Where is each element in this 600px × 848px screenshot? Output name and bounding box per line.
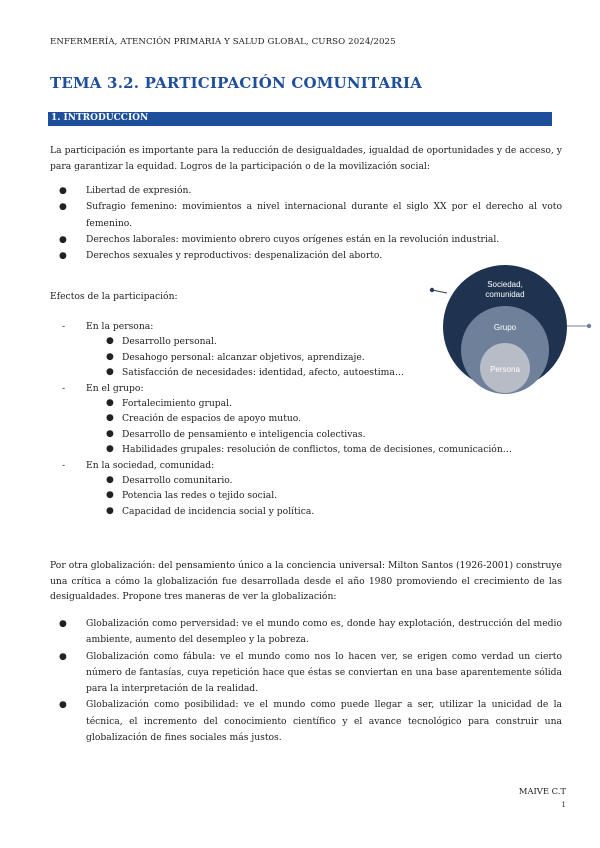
diagram-marker-left bbox=[430, 288, 434, 292]
list-item: ● Sufragio femenino: movimientos a nivel internacional durante el siglo XX por el derecho al voto femenino. bbox=[59, 201, 562, 229]
bullet-icon: ● bbox=[106, 428, 114, 439]
list-item: ● Derechos laborales: movimiento obrero cuyos orígenes están en la revolución industrial. bbox=[50, 232, 562, 248]
bullet-icon: ● bbox=[106, 490, 114, 501]
list-item: ● Desarrollo comunitario. bbox=[62, 473, 562, 488]
bullet-icon: ● bbox=[59, 619, 67, 629]
page-number: 1 bbox=[561, 801, 566, 809]
list-item: ● Desarrollo de pensamiento e inteligencia colectivas. bbox=[62, 427, 562, 442]
diagram-label-outer: Sociedad, bbox=[487, 280, 523, 289]
section-heading: 1. INTRODUCCIÓN bbox=[51, 113, 149, 123]
globalization-list bbox=[50, 616, 562, 746]
effects-group-label: En la sociedad, comunidad: bbox=[86, 459, 215, 471]
bullet-icon: ● bbox=[59, 234, 67, 245]
effects-group-label: En el grupo: bbox=[86, 382, 144, 394]
bullet-icon: ● bbox=[106, 367, 114, 378]
list-item: ● Habilidades grupales: resolución de conflictos, toma de decisiones, comunicación… bbox=[62, 442, 562, 457]
globalization-paragraph: Por otra globalización: del pensamiento único a la conciencia universal: Milton Santos (1926-2001) construye una crítica a cómo la globalización fue desarrollada desde el año 1980 promoviendo el crecimiento de las desigualdades. Propone tres maneras de ver la globalización: bbox=[50, 560, 562, 602]
bullet-icon: ● bbox=[106, 351, 114, 362]
bullet-icon: ● bbox=[59, 251, 67, 262]
dash-icon: - bbox=[62, 321, 66, 332]
effects-group-label: En la persona: bbox=[86, 321, 154, 332]
list-item: ● Satisfacción de necesidades: identidad, afecto, autoestima… bbox=[62, 365, 562, 380]
list-item: ● Derechos sexuales y reproductivos: despenalización del aborto. bbox=[50, 248, 562, 264]
effects-group bbox=[62, 458, 562, 473]
list-item: ● Capacidad de incidencia social y política. bbox=[62, 504, 562, 519]
participation-levels-diagram bbox=[425, 271, 600, 389]
list-item: ● Globalización como posibilidad: ve el mundo como puede llegar a ser, utilizar la unicidad de la técnica, el incremento del conocimiento científico y el avance tecnológico para construir una globalización de fines sociales más justos. bbox=[59, 699, 562, 744]
page-title: TEMA 3.2. PARTICIPACIÓN COMUNITARIA bbox=[50, 74, 423, 92]
bullet-icon: ● bbox=[59, 651, 67, 662]
bullet-icon: ● bbox=[106, 413, 114, 424]
bullet-icon: ● bbox=[59, 186, 67, 196]
bullet-icon: ● bbox=[106, 444, 114, 455]
list-item: ● Fortalecimiento grupal. bbox=[62, 396, 562, 411]
dash-icon: - bbox=[62, 382, 66, 394]
achievements-list bbox=[50, 183, 562, 264]
effects-heading: Efectos de la participación: bbox=[50, 291, 178, 302]
diagram-label-inner: Persona bbox=[490, 365, 520, 374]
list-item: ● Libertad de expresión. bbox=[50, 183, 562, 199]
footer-author: MAIVE C.T bbox=[518, 786, 566, 796]
list-item: ● Creación de espacios de apoyo mutuo. bbox=[62, 411, 562, 426]
bullet-icon: ● bbox=[106, 505, 114, 516]
bullet-icon: ● bbox=[59, 700, 67, 711]
bullet-icon: ● bbox=[59, 202, 67, 213]
list-item: ● Globalización como perversidad: ve el mundo como es, donde hay explotación, destrucción del medio ambiente, aumento del desempleo y la pobreza. bbox=[59, 618, 562, 646]
dash-icon: - bbox=[62, 459, 66, 471]
section-heading-bar bbox=[48, 112, 552, 126]
list-item: ● Globalización como fábula: ve el mundo como nos lo hacen ver, se erigen como verdad un cierto número de fantasías, cuya repetición hace que éstas se conviertan en una base aparentemente sólida para la interpretación de la realidad. bbox=[59, 650, 562, 695]
bullet-icon: ● bbox=[106, 336, 114, 347]
diagram-label-middle: Grupo bbox=[493, 323, 517, 332]
list-item: ● Desarrollo personal. bbox=[62, 334, 562, 349]
list-item: ● Desahogo personal: alcanzar objetivos, aprendizaje. bbox=[62, 350, 562, 365]
diagram-label-outer: comunidad bbox=[485, 290, 525, 299]
bullet-icon: ● bbox=[106, 474, 114, 485]
diagram-connector-left bbox=[432, 290, 447, 293]
diagram-marker-right bbox=[587, 324, 591, 328]
list-item: ● Potencia las redes o tejido social. bbox=[62, 488, 562, 503]
intro-paragraph: La participación es importante para la reducción de desigualdades, igualdad de oportunidades y de acceso, y para garantizar la equidad. Logros de la participación o de la movilización social: bbox=[50, 145, 562, 172]
running-header: ENFERMERÍA, ATENCIÓN PRIMARIA Y SALUD GLOBAL, CURSO 2024/2025 bbox=[50, 37, 396, 47]
bullet-icon: ● bbox=[106, 397, 114, 408]
